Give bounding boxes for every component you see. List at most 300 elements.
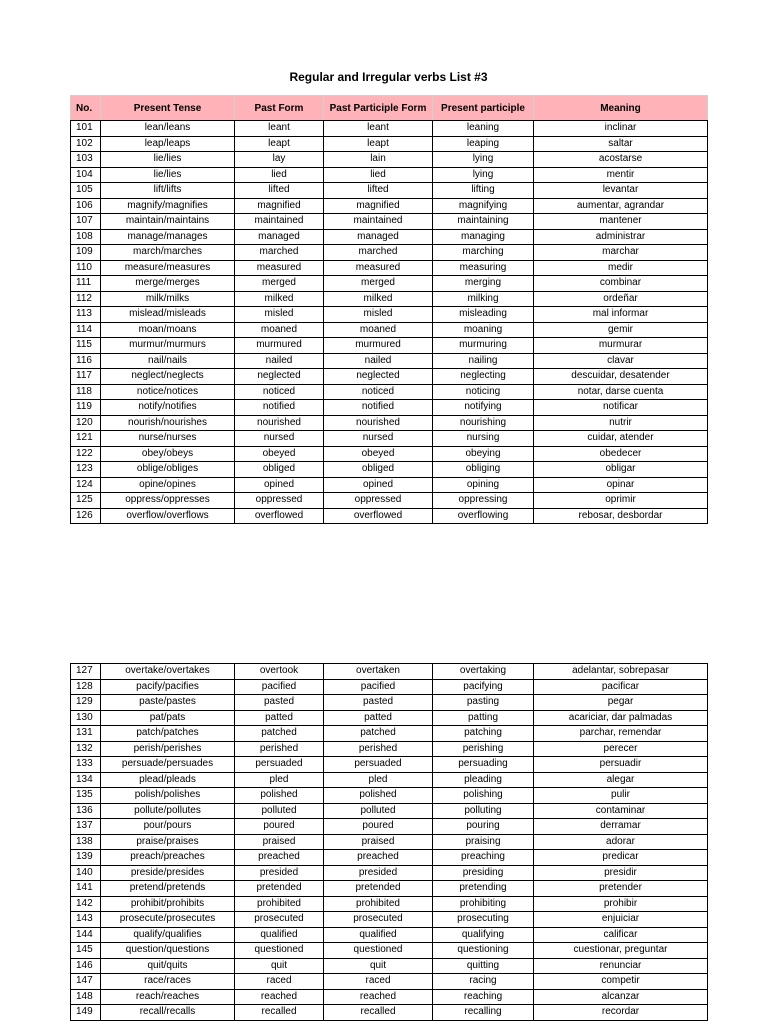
table-row	[71, 493, 708, 509]
cell-past-form: preached	[235, 850, 324, 866]
cell-past-participle: perished	[324, 741, 433, 757]
table-row	[71, 803, 708, 819]
cell-meaning: presidir	[534, 865, 708, 881]
cell-past-participle: nursed	[324, 431, 433, 447]
cell-present-tense: march/marches	[101, 245, 235, 261]
table-row	[71, 974, 708, 990]
cell-meaning: parchar, remendar	[534, 726, 708, 742]
cell-present-tense: nourish/nourishes	[101, 415, 235, 431]
cell-present-participle: persuading	[433, 757, 534, 773]
table-row	[71, 912, 708, 928]
cell-past-form: prohibited	[235, 896, 324, 912]
cell-present-tense: oblige/obliges	[101, 462, 235, 478]
cell-past-participle: notified	[324, 400, 433, 416]
table-row	[71, 508, 708, 524]
cell-past-form: nursed	[235, 431, 324, 447]
cell-no: 148	[71, 989, 101, 1005]
cell-past-participle: milked	[324, 291, 433, 307]
table-row	[71, 462, 708, 478]
cell-no: 108	[71, 229, 101, 245]
cell-no: 134	[71, 772, 101, 788]
table-row	[71, 353, 708, 369]
cell-present-participle: overtaking	[433, 664, 534, 680]
cell-past-participle: noticed	[324, 384, 433, 400]
cell-meaning: mal informar	[534, 307, 708, 323]
cell-present-participle: marching	[433, 245, 534, 261]
verbs-table-2	[70, 663, 708, 1021]
cell-present-tense: preside/presides	[101, 865, 235, 881]
cell-no: 146	[71, 958, 101, 974]
cell-meaning: rebosar, desbordar	[534, 508, 708, 524]
cell-past-form: neglected	[235, 369, 324, 385]
cell-no: 111	[71, 276, 101, 292]
cell-meaning: murmurar	[534, 338, 708, 354]
cell-past-participle: magnified	[324, 198, 433, 214]
cell-present-participle: pasting	[433, 695, 534, 711]
cell-past-form: raced	[235, 974, 324, 990]
cell-meaning: cuestionar, preguntar	[534, 943, 708, 959]
cell-present-tense: pour/pours	[101, 819, 235, 835]
cell-past-participle: persuaded	[324, 757, 433, 773]
table-row	[71, 726, 708, 742]
cell-no: 109	[71, 245, 101, 261]
table-body	[71, 664, 708, 1021]
cell-present-participle: pretending	[433, 881, 534, 897]
cell-present-participle: noticing	[433, 384, 534, 400]
cell-past-form: patted	[235, 710, 324, 726]
cell-no: 110	[71, 260, 101, 276]
cell-no: 116	[71, 353, 101, 369]
cell-present-tense: murmur/murmurs	[101, 338, 235, 354]
cell-past-participle: praised	[324, 834, 433, 850]
header-meaning: Meaning	[534, 96, 708, 121]
cell-meaning: acariciar, dar palmadas	[534, 710, 708, 726]
cell-present-participle: racing	[433, 974, 534, 990]
cell-present-participle: lying	[433, 167, 534, 183]
cell-past-participle: patched	[324, 726, 433, 742]
cell-present-participle: misleading	[433, 307, 534, 323]
cell-present-tense: perish/perishes	[101, 741, 235, 757]
cell-present-tense: manage/manages	[101, 229, 235, 245]
cell-past-form: quit	[235, 958, 324, 974]
cell-past-form: merged	[235, 276, 324, 292]
cell-meaning: pretender	[534, 881, 708, 897]
cell-present-tense: notify/notifies	[101, 400, 235, 416]
cell-past-form: prosecuted	[235, 912, 324, 928]
table-row	[71, 834, 708, 850]
cell-past-participle: recalled	[324, 1005, 433, 1021]
cell-present-tense: praise/praises	[101, 834, 235, 850]
table-row	[71, 695, 708, 711]
cell-past-form: managed	[235, 229, 324, 245]
table-row	[71, 369, 708, 385]
cell-no: 124	[71, 477, 101, 493]
table-row	[71, 152, 708, 168]
cell-no: 122	[71, 446, 101, 462]
cell-meaning: mentir	[534, 167, 708, 183]
cell-present-tense: magnify/magnifies	[101, 198, 235, 214]
table-row	[71, 819, 708, 835]
cell-meaning: pacificar	[534, 679, 708, 695]
cell-past-participle: murmured	[324, 338, 433, 354]
cell-meaning: notar, darse cuenta	[534, 384, 708, 400]
cell-past-participle: quit	[324, 958, 433, 974]
table-row	[71, 276, 708, 292]
cell-no: 138	[71, 834, 101, 850]
cell-past-participle: patted	[324, 710, 433, 726]
cell-present-participle: notifying	[433, 400, 534, 416]
cell-past-form: nourished	[235, 415, 324, 431]
cell-no: 106	[71, 198, 101, 214]
cell-meaning: renunciar	[534, 958, 708, 974]
cell-past-form: pacified	[235, 679, 324, 695]
table-row	[71, 679, 708, 695]
cell-no: 115	[71, 338, 101, 354]
cell-meaning: adelantar, sobrepasar	[534, 664, 708, 680]
cell-past-form: measured	[235, 260, 324, 276]
cell-no: 133	[71, 757, 101, 773]
cell-meaning: obligar	[534, 462, 708, 478]
cell-present-tense: mislead/misleads	[101, 307, 235, 323]
cell-meaning: obedecer	[534, 446, 708, 462]
cell-past-form: moaned	[235, 322, 324, 338]
cell-past-form: obliged	[235, 462, 324, 478]
cell-no: 101	[71, 121, 101, 137]
cell-no: 107	[71, 214, 101, 230]
cell-present-tense: notice/notices	[101, 384, 235, 400]
cell-present-tense: overflow/overflows	[101, 508, 235, 524]
cell-past-participle: pasted	[324, 695, 433, 711]
cell-present-tense: pretend/pretends	[101, 881, 235, 897]
cell-past-form: pasted	[235, 695, 324, 711]
cell-meaning: inclinar	[534, 121, 708, 137]
cell-no: 127	[71, 664, 101, 680]
cell-present-participle: neglecting	[433, 369, 534, 385]
cell-meaning: derramar	[534, 819, 708, 835]
cell-meaning: opinar	[534, 477, 708, 493]
table-row	[71, 291, 708, 307]
cell-past-participle: measured	[324, 260, 433, 276]
cell-present-tense: question/questions	[101, 943, 235, 959]
table-row	[71, 400, 708, 416]
cell-present-participle: perishing	[433, 741, 534, 757]
cell-past-form: oppressed	[235, 493, 324, 509]
cell-past-form: milked	[235, 291, 324, 307]
cell-past-form: noticed	[235, 384, 324, 400]
cell-meaning: aumentar, agrandar	[534, 198, 708, 214]
cell-meaning: perecer	[534, 741, 708, 757]
cell-present-tense: lie/lies	[101, 167, 235, 183]
cell-past-participle: lifted	[324, 183, 433, 199]
cell-no: 143	[71, 912, 101, 928]
cell-no: 136	[71, 803, 101, 819]
cell-past-form: poured	[235, 819, 324, 835]
cell-meaning: pegar	[534, 695, 708, 711]
cell-present-participle: magnifying	[433, 198, 534, 214]
cell-no: 129	[71, 695, 101, 711]
cell-present-participle: managing	[433, 229, 534, 245]
cell-present-tense: moan/moans	[101, 322, 235, 338]
cell-meaning: combinar	[534, 276, 708, 292]
cell-past-form: polluted	[235, 803, 324, 819]
cell-meaning: calificar	[534, 927, 708, 943]
cell-present-participle: pouring	[433, 819, 534, 835]
cell-no: 149	[71, 1005, 101, 1021]
cell-present-tense: obey/obeys	[101, 446, 235, 462]
cell-present-tense: persuade/persuades	[101, 757, 235, 773]
header-past-form: Past Form	[235, 96, 324, 121]
cell-meaning: enjuiciar	[534, 912, 708, 928]
cell-present-tense: leap/leaps	[101, 136, 235, 152]
cell-past-form: lifted	[235, 183, 324, 199]
cell-past-form: marched	[235, 245, 324, 261]
cell-no: 104	[71, 167, 101, 183]
table-row	[71, 198, 708, 214]
table-row	[71, 664, 708, 680]
cell-meaning: pulir	[534, 788, 708, 804]
cell-present-participle: prosecuting	[433, 912, 534, 928]
cell-present-tense: qualify/qualifies	[101, 927, 235, 943]
cell-meaning: administrar	[534, 229, 708, 245]
cell-present-tense: pat/pats	[101, 710, 235, 726]
table-row	[71, 757, 708, 773]
cell-meaning: recordar	[534, 1005, 708, 1021]
cell-past-participle: prosecuted	[324, 912, 433, 928]
table-row	[71, 229, 708, 245]
table-row	[71, 136, 708, 152]
cell-no: 130	[71, 710, 101, 726]
cell-meaning: acostarse	[534, 152, 708, 168]
header-no: No.	[71, 96, 101, 121]
cell-present-participle: polluting	[433, 803, 534, 819]
cell-present-tense: nail/nails	[101, 353, 235, 369]
cell-past-participle: marched	[324, 245, 433, 261]
cell-past-participle: reached	[324, 989, 433, 1005]
cell-past-form: patched	[235, 726, 324, 742]
cell-present-tense: measure/measures	[101, 260, 235, 276]
cell-past-form: perished	[235, 741, 324, 757]
header-present-tense: Present Tense	[101, 96, 235, 121]
cell-present-participle: maintaining	[433, 214, 534, 230]
cell-present-tense: prohibit/prohibits	[101, 896, 235, 912]
cell-past-participle: polluted	[324, 803, 433, 819]
cell-no: 144	[71, 927, 101, 943]
cell-present-participle: preaching	[433, 850, 534, 866]
cell-present-tense: maintain/maintains	[101, 214, 235, 230]
cell-present-tense: pollute/pollutes	[101, 803, 235, 819]
table-row	[71, 927, 708, 943]
cell-past-participle: presided	[324, 865, 433, 881]
cell-no: 125	[71, 493, 101, 509]
cell-past-form: polished	[235, 788, 324, 804]
cell-no: 119	[71, 400, 101, 416]
cell-meaning: clavar	[534, 353, 708, 369]
cell-present-tense: polish/polishes	[101, 788, 235, 804]
cell-no: 128	[71, 679, 101, 695]
table-row	[71, 245, 708, 261]
cell-past-participle: lain	[324, 152, 433, 168]
table-row	[71, 958, 708, 974]
cell-past-participle: leant	[324, 121, 433, 137]
cell-present-participle: quitting	[433, 958, 534, 974]
verbs-table-1	[70, 95, 708, 524]
cell-past-participle: oppressed	[324, 493, 433, 509]
cell-present-participle: leaping	[433, 136, 534, 152]
cell-past-form: notified	[235, 400, 324, 416]
table-row	[71, 384, 708, 400]
header-past-participle: Past Participle Form	[324, 96, 433, 121]
cell-past-form: lied	[235, 167, 324, 183]
cell-past-participle: overtaken	[324, 664, 433, 680]
cell-past-participle: managed	[324, 229, 433, 245]
cell-no: 137	[71, 819, 101, 835]
header-present-participle: Present participle	[433, 96, 534, 121]
cell-past-participle: leapt	[324, 136, 433, 152]
cell-past-form: overtook	[235, 664, 324, 680]
cell-no: 113	[71, 307, 101, 323]
cell-past-form: qualified	[235, 927, 324, 943]
cell-meaning: notificar	[534, 400, 708, 416]
table-row	[71, 896, 708, 912]
cell-past-form: leapt	[235, 136, 324, 152]
cell-present-tense: recall/recalls	[101, 1005, 235, 1021]
cell-present-participle: pacifying	[433, 679, 534, 695]
cell-past-form: pretended	[235, 881, 324, 897]
cell-past-form: murmured	[235, 338, 324, 354]
cell-no: 112	[71, 291, 101, 307]
cell-present-participle: recalling	[433, 1005, 534, 1021]
cell-meaning: alegar	[534, 772, 708, 788]
cell-past-form: questioned	[235, 943, 324, 959]
table-row	[71, 477, 708, 493]
cell-present-tense: plead/pleads	[101, 772, 235, 788]
cell-past-participle: prohibited	[324, 896, 433, 912]
cell-meaning: nutrir	[534, 415, 708, 431]
table-row	[71, 865, 708, 881]
cell-meaning: mantener	[534, 214, 708, 230]
table-row	[71, 260, 708, 276]
cell-present-participle: overflowing	[433, 508, 534, 524]
cell-present-participle: nursing	[433, 431, 534, 447]
cell-no: 117	[71, 369, 101, 385]
cell-present-participle: polishing	[433, 788, 534, 804]
cell-present-participle: lifting	[433, 183, 534, 199]
cell-past-form: presided	[235, 865, 324, 881]
cell-present-tense: milk/milks	[101, 291, 235, 307]
cell-no: 120	[71, 415, 101, 431]
cell-present-participle: merging	[433, 276, 534, 292]
cell-meaning: oprimir	[534, 493, 708, 509]
cell-present-participle: presiding	[433, 865, 534, 881]
cell-past-participle: maintained	[324, 214, 433, 230]
cell-past-form: maintained	[235, 214, 324, 230]
cell-present-participle: qualifying	[433, 927, 534, 943]
cell-no: 103	[71, 152, 101, 168]
cell-present-participle: oppressing	[433, 493, 534, 509]
table-row	[71, 446, 708, 462]
cell-past-form: leant	[235, 121, 324, 137]
cell-no: 131	[71, 726, 101, 742]
cell-no: 147	[71, 974, 101, 990]
cell-past-participle: overflowed	[324, 508, 433, 524]
cell-no: 121	[71, 431, 101, 447]
cell-present-participle: murmuring	[433, 338, 534, 354]
cell-present-tense: opine/opines	[101, 477, 235, 493]
cell-past-participle: questioned	[324, 943, 433, 959]
cell-no: 118	[71, 384, 101, 400]
cell-past-participle: raced	[324, 974, 433, 990]
cell-past-form: opined	[235, 477, 324, 493]
cell-past-form: overflowed	[235, 508, 324, 524]
cell-present-tense: merge/merges	[101, 276, 235, 292]
cell-meaning: cuidar, atender	[534, 431, 708, 447]
cell-past-participle: poured	[324, 819, 433, 835]
cell-present-tense: neglect/neglects	[101, 369, 235, 385]
cell-present-tense: reach/reaches	[101, 989, 235, 1005]
cell-present-participle: nailing	[433, 353, 534, 369]
table-row	[71, 167, 708, 183]
cell-meaning: predicar	[534, 850, 708, 866]
cell-present-participle: measuring	[433, 260, 534, 276]
cell-past-form: reached	[235, 989, 324, 1005]
table-row	[71, 307, 708, 323]
cell-no: 140	[71, 865, 101, 881]
cell-past-participle: nailed	[324, 353, 433, 369]
cell-present-tense: patch/patches	[101, 726, 235, 742]
cell-present-tense: preach/preaches	[101, 850, 235, 866]
cell-present-participle: milking	[433, 291, 534, 307]
cell-past-form: lay	[235, 152, 324, 168]
cell-present-participle: reaching	[433, 989, 534, 1005]
cell-past-form: persuaded	[235, 757, 324, 773]
cell-no: 114	[71, 322, 101, 338]
cell-past-participle: pacified	[324, 679, 433, 695]
cell-meaning: prohibir	[534, 896, 708, 912]
cell-present-tense: overtake/overtakes	[101, 664, 235, 680]
table-row	[71, 710, 708, 726]
cell-no: 145	[71, 943, 101, 959]
cell-past-participle: polished	[324, 788, 433, 804]
table-row	[71, 989, 708, 1005]
cell-past-participle: obliged	[324, 462, 433, 478]
cell-past-participle: opined	[324, 477, 433, 493]
cell-past-participle: qualified	[324, 927, 433, 943]
cell-meaning: contaminar	[534, 803, 708, 819]
cell-present-tense: race/races	[101, 974, 235, 990]
cell-meaning: persuadir	[534, 757, 708, 773]
cell-meaning: ordeñar	[534, 291, 708, 307]
cell-no: 102	[71, 136, 101, 152]
table-row	[71, 322, 708, 338]
cell-present-participle: opining	[433, 477, 534, 493]
cell-past-form: nailed	[235, 353, 324, 369]
cell-present-tense: nurse/nurses	[101, 431, 235, 447]
cell-no: 135	[71, 788, 101, 804]
cell-past-form: recalled	[235, 1005, 324, 1021]
cell-present-tense: quit/quits	[101, 958, 235, 974]
cell-past-participle: moaned	[324, 322, 433, 338]
table-row	[71, 338, 708, 354]
table-body	[71, 121, 708, 524]
cell-no: 141	[71, 881, 101, 897]
cell-present-participle: praising	[433, 834, 534, 850]
cell-present-participle: moaning	[433, 322, 534, 338]
cell-past-participle: pled	[324, 772, 433, 788]
cell-present-participle: obliging	[433, 462, 534, 478]
cell-past-participle: pretended	[324, 881, 433, 897]
cell-meaning: levantar	[534, 183, 708, 199]
cell-past-participle: merged	[324, 276, 433, 292]
